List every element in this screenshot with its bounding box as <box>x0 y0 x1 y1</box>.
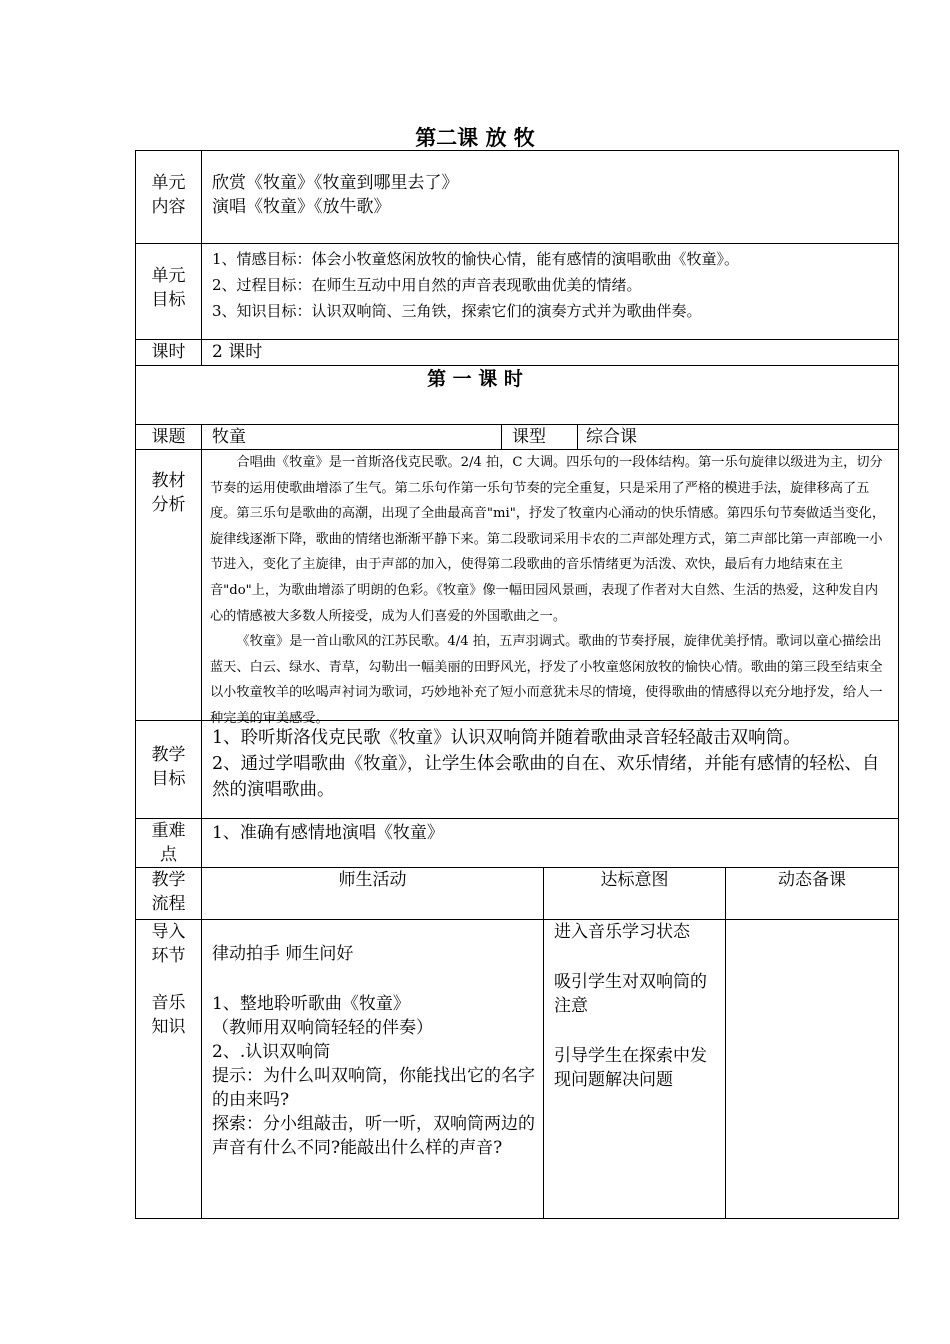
flow-notes-cell <box>725 919 899 1219</box>
unit-content-label-cell <box>135 150 202 244</box>
unit-content-label: 单元内容 <box>151 173 186 217</box>
unit-goal-line: 2、过程目标：在师生互动中用自然的声音表现歌曲优美的情绪。 <box>212 276 642 294</box>
flow-stage-label: 导入环节 <box>151 922 186 966</box>
analysis-label: 教材分析 <box>151 471 186 515</box>
flow-activities-cell <box>201 919 544 1219</box>
intent-line: 引导学生在探索中发现问题解决问题 <box>554 1046 707 1090</box>
activity-line: 2、.认识双响筒 <box>212 1042 331 1062</box>
activity-line: （教师用双响筒轻轻的伴奏） <box>212 1018 433 1038</box>
teaching-goals-label-cell <box>135 720 202 819</box>
flow-header-col2 <box>201 867 544 920</box>
analysis-paragraph: 《牧童》是一首山歌风的江苏民歌。4/4 拍，五声羽调式。歌曲的节奏抒展，旋律优美抒情。歌词以童心描绘出蓝天、白云、绿水、青草，勾勒出一幅美丽的田野风光，抒发了小牧童悠闲放牧的愉快心情。歌曲的第三段至结束全以小牧童牧羊的吆喝声衬词为歌词，巧妙地补充了短小而意犹未尽的情境，使得歌曲的情感得以充分地抒发，给人一种完美的审美感受。 <box>210 634 883 726</box>
analysis-label-cell <box>135 449 202 721</box>
flow-stage-label: 音乐知识 <box>151 993 186 1037</box>
topic-label: 课题 <box>151 427 186 447</box>
unit-goals-cell <box>201 243 899 340</box>
topic-value: 牧童 <box>212 427 246 447</box>
hours-label: 课时 <box>151 342 186 362</box>
type-value: 综合课 <box>586 427 637 447</box>
hours-cell <box>201 339 899 366</box>
flow-intents-cell <box>543 919 726 1219</box>
flow-header-label: 达标意图 <box>600 870 669 890</box>
key-points-label: 重难点 <box>151 821 186 865</box>
flow-stage-cell <box>135 919 202 1219</box>
unit-goal-line: 1、情感目标：体会小牧童悠闲放牧的愉快心情，能有感情的演唱歌曲《牧童》。 <box>212 250 740 268</box>
teaching-goals-cell <box>201 720 899 819</box>
flow-header-col4 <box>725 867 899 920</box>
unit-goal-line: 3、知识目标：认识双响筒、三角铁，探索它们的演奏方式并为歌曲伴奏。 <box>212 302 702 320</box>
type-cell <box>577 424 899 450</box>
analysis-cell <box>201 449 899 726</box>
section-title: 第 一 课 时 <box>427 368 523 390</box>
intent-line: 进入音乐学习状态 <box>554 922 690 942</box>
activity-line: 探索：分小组敲击，听一听，双响筒两边的声音有什么不同?能敲出什么样的声音? <box>212 1114 535 1158</box>
unit-content-line: 欣赏《牧童》《牧童到哪里去了》 <box>212 173 459 193</box>
unit-goals-label-cell <box>135 243 202 340</box>
hours-value: 2 课时 <box>212 342 263 362</box>
page-title: 第二课 放 牧 <box>415 126 535 150</box>
flow-header-col1 <box>135 867 202 920</box>
unit-content-line: 演唱《牧童》《放牛歌》 <box>212 197 391 217</box>
key-points-text: 1、准确有感情地演唱《牧童》 <box>212 823 444 843</box>
type-label: 课型 <box>512 427 546 447</box>
hours-label-cell <box>135 339 202 366</box>
activity-line: 提示：为什么叫双响筒，你能找出它的名字的由来吗? <box>212 1066 535 1110</box>
key-points-label-cell <box>135 818 202 868</box>
unit-goals-label: 单元目标 <box>151 266 186 310</box>
flow-header-label: 教学流程 <box>151 870 186 914</box>
key-points-cell <box>201 818 899 868</box>
unit-content-cell <box>201 150 899 244</box>
teaching-goal-line: 2、通过学唱歌曲《牧童》，让学生体会歌曲的自在、欢乐情绪，并能有感情的轻松、自然的演唱歌曲。 <box>212 754 880 800</box>
activity-line: 律动拍手 师生问好 <box>212 944 354 964</box>
topic-label-cell <box>135 424 202 450</box>
teaching-goals-label: 教学目标 <box>151 745 186 789</box>
flow-header-col3 <box>543 867 726 920</box>
type-label-cell <box>501 424 578 450</box>
teaching-goal-line: 1、聆听斯洛伐克民歌《牧童》认识双响筒并随着歌曲录音轻轻敲击双响筒。 <box>212 728 801 748</box>
analysis-paragraph: 合唱曲《牧童》是一首斯洛伐克民歌。2/4 拍，C 大调。四乐句的一段体结构。第一乐句旋律以级进为主，切分节奏的运用使歌曲增添了生气。第二乐句作第一乐句节奏的完全重复，只是采用了严格的模进手法，旋律移高了五度。第三乐句是歌曲的高潮，出现了全曲最高音"mi"，抒发了牧童内心涌动的快乐情感。第四乐句节奏做适当变化，旋律线逐渐下降，歌曲的情绪也渐渐平静下来。第二段歌词采用卡农的二声部处理方式，第二声部比第一声部晚一小节进入，变化了主旋律，由于声部的加入，使得第二段歌曲的音乐情绪更为活泼、欢快，最后有力地结束在主音"do"上，为歌曲增添了明朗的色彩。《牧童》像一幅田园风景画，表现了作者对大自然、生活的热爱，这种发自内心的情感被大多数人所接受，成为人们喜爱的外国歌曲之一。 <box>210 455 886 624</box>
intent-line: 吸引学生对双响筒的注意 <box>554 972 707 1016</box>
activity-line: 1、整地聆听歌曲《牧童》 <box>212 994 410 1014</box>
topic-cell <box>201 424 502 450</box>
flow-header-label: 动态备课 <box>778 870 846 890</box>
flow-header-label: 师生活动 <box>338 870 407 890</box>
